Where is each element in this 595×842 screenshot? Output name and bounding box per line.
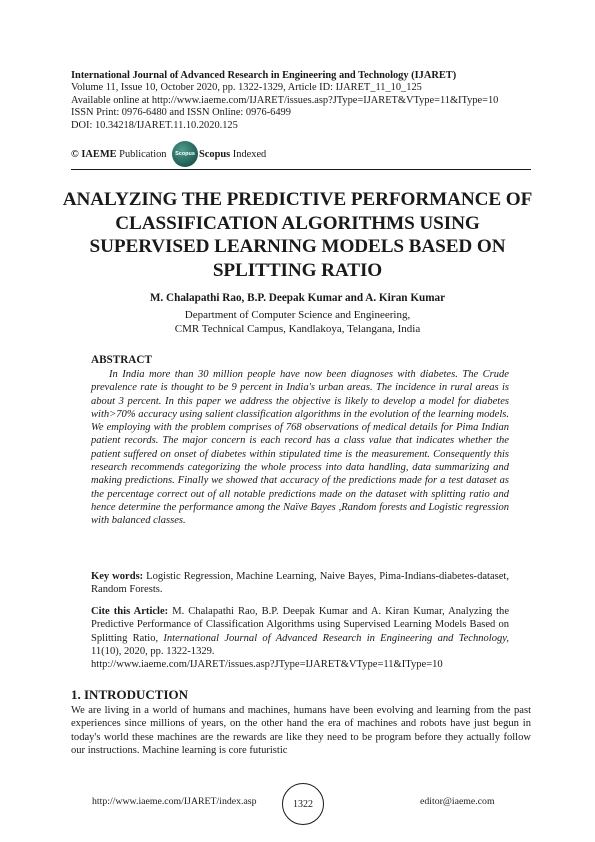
affiliation-institution: CMR Technical Campus, Kandlakoya, Telangana, India (174, 322, 421, 335)
section-heading-introduction: 1. INTRODUCTION (71, 687, 189, 702)
paper-title: ANALYZING THE PREDICTIVE PERFORMANCE OF CLASSIFICATION ALGORITHMS USING SUPERVISED LEARNING MODELS BASED ON SPLITTING RATIO (62, 189, 533, 281)
author-affiliation (60, 309, 535, 336)
paper-authors: M. Chalapathi Rao, B.P. Deepak Kumar and A. Kiran Kumar (149, 292, 446, 304)
index-label (199, 149, 266, 160)
citation-url: http://www.iaeme.com/IJARET/issues.asp?JType=IJARET&VType=11&IType=10 (91, 659, 443, 671)
page-number-text: 1322 (293, 798, 313, 810)
footer-url: http://www.iaeme.com/IJARET/index.asp (92, 796, 257, 807)
introduction-paragraph: We are living in a world of humans and machines, humans have been evolving and learning from the past experiences since millions of years, on the other hand the era of machines and robots have just begun in today's world these machines are the rewards are like they need to be program before they actually follow our instructions. Machine learning is core futuristic (71, 705, 531, 757)
citation-issue: 11(10), 2020, pp. 1322-1329. (91, 645, 215, 657)
scopus-logo-text: Scopus (175, 151, 195, 157)
journal-header (71, 70, 531, 132)
citation-text: M. Chalapathi Rao, B.P. Deepak Kumar and A. Kiran Kumar, Analyzing the Predictive Performance of Classification Algorithms using Supervised Learning Models Based on Splitting Ratio, (91, 606, 510, 644)
keywords-block (91, 570, 509, 597)
issn-info: ISSN Print: 0976-6480 and ISSN Online: 0976-6499 (71, 107, 291, 119)
journal-name: International Journal of Advanced Research in Engineering and Technology (IJARET) (71, 70, 457, 81)
citation-label: Cite this Article: (91, 606, 169, 617)
publisher-bar (71, 141, 531, 167)
abstract-heading: ABSTRACT (91, 354, 152, 366)
publisher-label (71, 149, 167, 160)
page-number (282, 783, 324, 825)
abstract-body: In India more than 30 million people have now been diagnoses with diabetes. The Crude prevalence rate is thought to be 9 percent in India's urban areas. The incidence in rural areas is about 3 percent. In this paper we address the objective is likely to develop a model for diabetes with>70% accuracy using salient classification algorithms in the evolution of the learning models. We employing with the problem comprises of 768 observations of medical details for Pima Indian patient records. The major concern is each record has a class value that indicates whether the patient suffered on onset of diabetes within stipulated time is the measurement. Consequently this research recommends categorizing the whole process into data handling, data summarizing and making predictions. Finally we showed that accuracy of the predictions made for a test dataset as the percentage correct out of all notable predictions made on the dataset with splitting ratio and hence determine the performance among the Naïve Bayes ,Random forests and Logistic regression with balanced classes. (91, 369, 509, 527)
volume-info: Volume 11, Issue 10, October 2020, pp. 1322-1329, Article ID: IJARET_11_10_125 (71, 82, 422, 94)
index-name: Scopus (199, 149, 231, 160)
publisher-suffix: Publication (116, 149, 167, 160)
citation-journal: International Journal of Advanced Research in Engineering and Technology, (163, 632, 509, 644)
header-divider (71, 169, 531, 170)
affiliation-department: Department of Computer Science and Engineering, (184, 309, 411, 321)
doi-info: DOI: 10.34218/IJARET.11.10.2020.125 (71, 119, 238, 131)
keywords-text: Logistic Regression, Machine Learning, Naive Bayes, Pima-Indians-diabetes-dataset, Random Forests. (91, 571, 509, 596)
footer-email: editor@iaeme.com (420, 796, 495, 807)
publisher-name: © IAEME (71, 149, 117, 160)
availability-url: Available online at http://www.iaeme.com/IJARET/issues.asp?JType=IJARET&VType=11&IType=10 (71, 94, 499, 106)
index-suffix: Indexed (230, 149, 267, 160)
citation-block (91, 605, 509, 671)
keywords-label: Key words: (91, 571, 144, 582)
scopus-logo-icon (172, 141, 198, 167)
